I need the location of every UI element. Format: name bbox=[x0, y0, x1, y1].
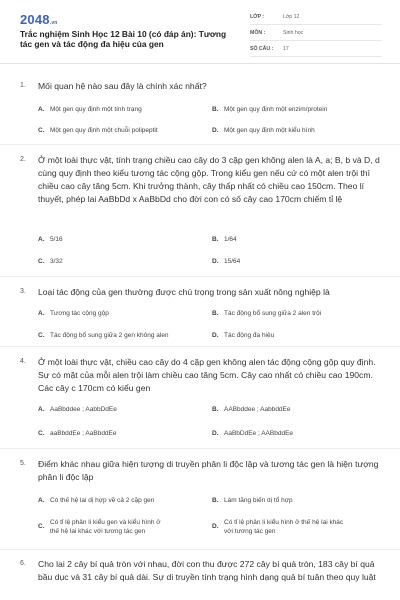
option-letter: C. bbox=[38, 258, 45, 265]
question-number: 4. bbox=[20, 358, 26, 365]
option-letter: B. bbox=[212, 497, 219, 504]
option-text: AaBbDdEe ; AABbddEe bbox=[224, 430, 294, 437]
divider bbox=[0, 346, 400, 347]
meta-row-subject bbox=[250, 28, 382, 41]
meta-row-count bbox=[250, 44, 382, 57]
option-text: Một gen quy định một kiểu hình bbox=[224, 127, 315, 134]
question-text: Loại tác động của gen thường được chú trọng trong sản xuất nông nghiệp là bbox=[38, 287, 330, 297]
option-text: Tác động bổ sung giữa 2 gen không alen bbox=[50, 332, 169, 339]
answer-option-a[interactable] bbox=[38, 497, 154, 505]
question-number: 6. bbox=[20, 560, 26, 567]
option-text: Một gen quy định một enzim/protein bbox=[224, 106, 328, 113]
meta-info bbox=[250, 12, 382, 60]
answer-option-b[interactable] bbox=[212, 406, 291, 414]
answer-option-d[interactable] bbox=[212, 127, 315, 135]
answer-option-c[interactable] bbox=[38, 430, 117, 438]
option-letter: A. bbox=[38, 236, 45, 243]
option-letter: C. bbox=[38, 332, 45, 339]
answer-option-c[interactable] bbox=[38, 518, 170, 536]
option-text: Một gen quy định một chuỗi polipeptit bbox=[50, 127, 158, 134]
option-text: Làm tăng biến dị tổ hợp bbox=[224, 497, 293, 504]
answer-option-a[interactable] bbox=[38, 236, 63, 244]
option-letter: C. bbox=[38, 127, 45, 134]
option-text: aaBbddEe ; AaBbddEe bbox=[50, 430, 117, 437]
header bbox=[0, 0, 400, 64]
option-letter: B. bbox=[212, 236, 219, 243]
divider bbox=[0, 276, 400, 277]
option-text: AABbddee ; AabbddEe bbox=[224, 406, 291, 413]
answer-option-b[interactable] bbox=[212, 497, 293, 505]
answer-option-d[interactable] bbox=[212, 430, 293, 438]
divider bbox=[0, 549, 400, 550]
option-text: 5/16 bbox=[50, 236, 63, 243]
meta-value: 17 bbox=[283, 46, 289, 52]
logo-suffix: .vn bbox=[49, 20, 58, 26]
meta-value: Sinh học bbox=[283, 30, 304, 36]
option-text: Tác động đa hiệu bbox=[224, 332, 275, 339]
answer-option-b[interactable] bbox=[212, 310, 321, 318]
option-text: Có thế hệ lai dị hợp về cả 2 cặp gen bbox=[50, 497, 155, 504]
option-letter: A. bbox=[38, 497, 45, 504]
question-text: Ở một loài thực vật, chiều cao cây do 4 cặp gen không alen tác động cộng gộp quy định. Sự có mặt của mỗi alen trội làm chiều cao tăng 5cm. Cây cao nhất có chiều cao 190cm. Các cây c 170cm có kiểu gen bbox=[38, 357, 376, 393]
logo-text: 2048 bbox=[20, 12, 50, 27]
question-1 bbox=[20, 82, 382, 142]
option-letter: B. bbox=[212, 106, 219, 113]
option-text: Tương tác cộng gộp bbox=[50, 310, 109, 317]
answer-option-b[interactable] bbox=[212, 236, 237, 244]
option-text: 15/64 bbox=[224, 258, 241, 265]
option-letter: A. bbox=[38, 406, 45, 413]
question-number: 1. bbox=[20, 82, 26, 89]
option-letter: C. bbox=[38, 430, 45, 437]
option-letter: D. bbox=[212, 332, 219, 339]
question-number: 2. bbox=[20, 156, 26, 163]
meta-label: MÔN : bbox=[250, 30, 266, 36]
divider bbox=[0, 448, 400, 449]
question-4 bbox=[20, 358, 382, 448]
question-6 bbox=[20, 560, 382, 600]
site-logo[interactable] bbox=[20, 12, 58, 27]
meta-label: SỐ CÂU : bbox=[250, 46, 274, 52]
option-text: AaBbddee ; AabbDdEe bbox=[50, 406, 117, 413]
option-letter: D. bbox=[212, 127, 219, 134]
question-text: Cho lai 2 cây bí quả tròn với nhau, đời con thu được 272 cây bí quả tròn, 183 cây bí quả bầu dục và 31 cây bí quả dài. Sự di truyền tính trạng hình dạng quả bí tuân theo quy luật bbox=[38, 559, 376, 582]
option-letter: D. bbox=[212, 258, 219, 265]
option-text: Một gen quy định một tính trạng bbox=[50, 106, 142, 113]
question-5 bbox=[20, 460, 382, 550]
option-letter: B. bbox=[212, 310, 219, 317]
answer-option-b[interactable] bbox=[212, 106, 327, 114]
option-text: Có tỉ lệ phân li kiểu hình ở thế hệ lai khác với tương tác gen bbox=[224, 519, 344, 535]
option-letter: A. bbox=[38, 310, 45, 317]
option-letter: B. bbox=[212, 406, 219, 413]
meta-value: Lớp 12 bbox=[283, 14, 300, 20]
question-3 bbox=[20, 288, 382, 348]
answer-option-c[interactable] bbox=[38, 127, 158, 135]
answer-option-d[interactable] bbox=[212, 258, 240, 266]
meta-row-class bbox=[250, 12, 382, 25]
question-number: 3. bbox=[20, 288, 26, 295]
page-title: Trắc nghiệm Sinh Học 12 Bài 10 (có đáp án): Tương tác gen và tác động đa hiệu của gen bbox=[20, 29, 227, 49]
question-number: 5. bbox=[20, 460, 26, 467]
answer-option-a[interactable] bbox=[38, 106, 142, 114]
answer-option-d[interactable] bbox=[212, 332, 274, 340]
option-text: 3/32 bbox=[50, 258, 63, 265]
option-text: 1/64 bbox=[224, 236, 237, 243]
option-letter: D. bbox=[212, 430, 219, 437]
option-text: Tác động bổ sung giữa 2 alen trội bbox=[224, 310, 322, 317]
option-letter: A. bbox=[38, 106, 45, 113]
option-text: Có tỉ lệ phân li kiểu gen và kiểu hình ở thế hệ lai khác với tương tác gen bbox=[50, 519, 161, 535]
answer-option-d[interactable] bbox=[212, 518, 344, 536]
option-letter: D. bbox=[212, 523, 219, 530]
answer-option-a[interactable] bbox=[38, 310, 109, 318]
option-letter: C. bbox=[38, 523, 45, 530]
answer-option-a[interactable] bbox=[38, 406, 117, 414]
meta-label: LỚP : bbox=[250, 14, 265, 20]
question-text: Ở một loài thực vật, tính trạng chiều cao cây do 3 cặp gen không alen là A, a; B, b và D, d cùng quy định theo kiểu tương tác cộng gộp. Trong kiểu gen nếu cứ có một alen trội thì chiều cao cây tăng 5cm. Khi trưởng thành, cây thấp nhất có chiều cao 150cm. Theo lí thuyết, phép lai AaBbDd x AaBbDd cho đời con có số cây cao 170cm chiếm tỉ lệ bbox=[38, 155, 380, 204]
answer-option-c[interactable] bbox=[38, 332, 169, 340]
divider bbox=[0, 144, 400, 145]
answer-option-c[interactable] bbox=[38, 258, 63, 266]
question-2 bbox=[20, 156, 382, 274]
question-text: Mối quan hệ nào sau đây là chính xác nhất? bbox=[38, 81, 207, 91]
question-text: Điểm khác nhau giữa hiện tượng di truyền phân li độc lập và tương tác gen là hiện tượng phân li độc lập bbox=[38, 459, 379, 482]
